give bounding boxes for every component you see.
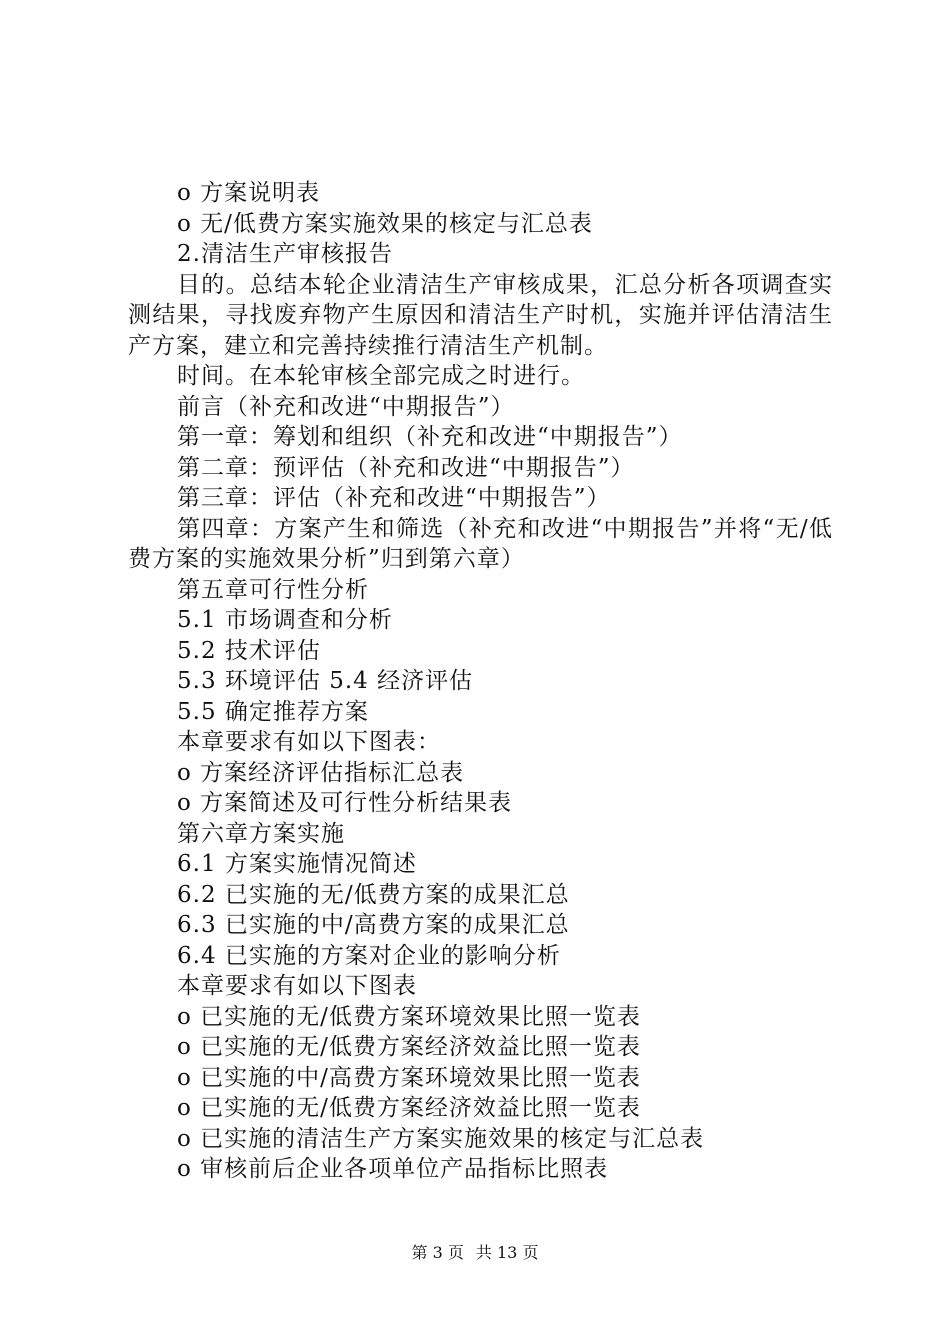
purpose-paragraph: 目的。总结本轮企业清洁生产审核成果，汇总分析各项调查实测结果，寻找废弃物产生原因和清洁生产时机，实施并评估清洁生产方案，建立和完善持续推行清洁生产机制。 <box>128 271 833 359</box>
chapter-line: 第二章：预评估（补充和改进“中期报告”） <box>177 454 635 481</box>
text-line: 本章要求有如以下图表： <box>177 729 441 755</box>
document-body <box>128 178 833 1185</box>
text-line: 5.2 技术评估 <box>177 637 321 664</box>
page-number: 第 3 页 <box>411 1243 464 1262</box>
list-item: o 已实施的无/低费方案环境效果比照一览表 <box>177 1003 641 1030</box>
list-item: o 已实施的无/低费方案经济效益比照一览表 <box>177 1034 641 1060</box>
text-line: 6.3 已实施的中/高费方案的成果汇总 <box>177 912 570 938</box>
text-line: 5.5 确定推荐方案 <box>177 698 369 725</box>
text-line: 6.2 已实施的无/低费方案的成果汇总 <box>177 881 570 908</box>
chapter-line: 第五章可行性分析 <box>177 576 369 603</box>
chapter4-paragraph: 第四章：方案产生和筛选（补充和改进“中期报告”并将“无/低费方案的实施效果分析”归到第六章） <box>128 515 833 572</box>
text-line: 本章要求有如以下图表 <box>177 973 417 999</box>
chapter-line: 第六章方案实施 <box>177 820 345 847</box>
text-line: o 无/低费方案实施效果的核定与汇总表 <box>177 210 593 237</box>
text-line: 5.3 环境评估 5.4 经济评估 <box>177 668 474 694</box>
list-item: o 已实施的无/低费方案经济效益比照一览表 <box>177 1095 641 1121</box>
text-line: 前言（补充和改进“中期报告”） <box>177 393 515 420</box>
section-heading: 2.清洁生产审核报告 <box>177 241 393 267</box>
list-item: o 审核前后企业各项单位产品指标比照表 <box>177 1156 609 1182</box>
page-footer <box>0 1240 950 1263</box>
text-line: 6.4 已实施的方案对企业的影响分析 <box>177 942 561 969</box>
chapter-line: 第三章：评估（补充和改进“中期报告”） <box>177 485 611 511</box>
page-total: 共 13 页 <box>475 1243 539 1262</box>
text-line: o 方案说明表 <box>177 180 321 206</box>
text-line: 5.1 市场调查和分析 <box>177 607 393 633</box>
text-line: 6.1 方案实施情况简述 <box>177 851 417 877</box>
list-item: o 已实施的中/高费方案环境效果比照一览表 <box>177 1064 641 1091</box>
text-line: 时间。在本轮审核全部完成之时进行。 <box>177 363 585 389</box>
list-item: o 方案经济评估指标汇总表 <box>177 759 465 786</box>
list-item: o 已实施的清洁生产方案实施效果的核定与汇总表 <box>177 1125 705 1152</box>
list-item: o 方案简述及可行性分析结果表 <box>177 790 513 816</box>
chapter-line: 第一章：筹划和组织（补充和改进“中期报告”） <box>177 424 683 450</box>
